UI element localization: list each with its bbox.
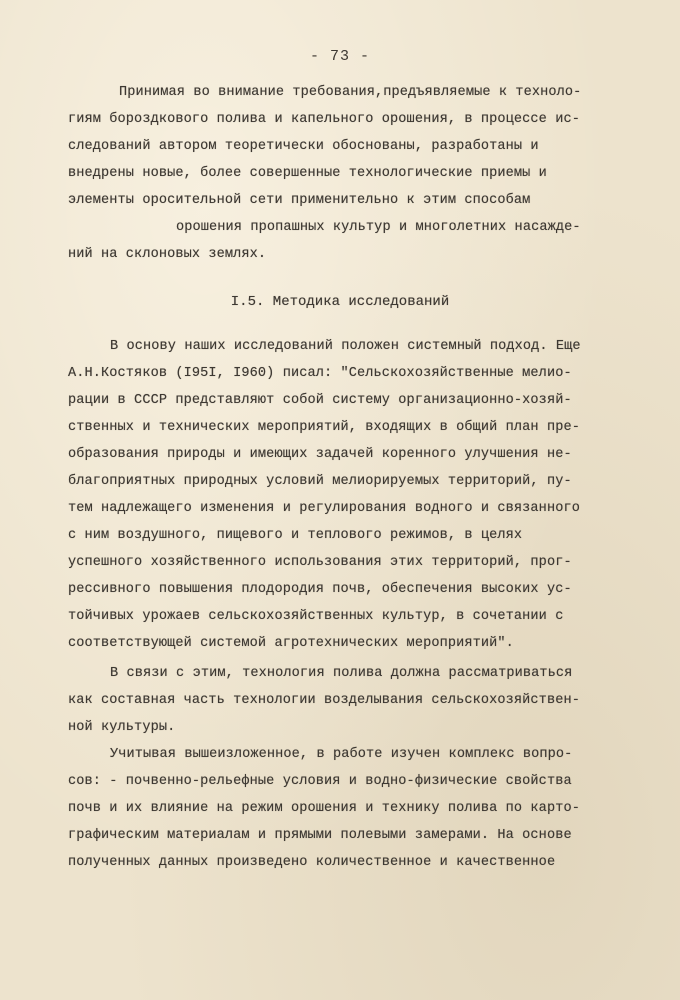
text-line: сов: - почвенно-рельефные условия и водно-физические свойства	[68, 774, 572, 789]
text-line: полученных данных произведено количественное и качественное	[68, 855, 556, 870]
text-line: элементы оросительной сети применительно к этим способам	[68, 193, 531, 208]
text-line: внедрены новые, более совершенные технологические приемы и	[68, 166, 547, 181]
text-line: соответствующей системой агротехнических мероприятий".	[68, 636, 514, 651]
text-line: успешного хозяйственного использования этих территорий, прог-	[68, 555, 572, 570]
text-line: А.Н.Костяков (I95I, I960) писал: "Сельскохозяйственные мелио-	[68, 366, 572, 381]
text-line: гиям бороздкового полива и капельного орошения, в процессе ис-	[68, 112, 580, 127]
text-line: рации в СССР представляют собой систему организационно-хозяй-	[68, 393, 572, 408]
text-line: Учитывая вышеизложенное, в работе изучен комплекс вопро-	[110, 747, 573, 762]
text-line: образования природы и имеющих задачей коренного улучшения не-	[68, 447, 572, 462]
text-line: ственных и технических мероприятий, входящих в общий план пре-	[68, 420, 580, 435]
text-line: тойчивых урожаев сельскохозяйственных культур, в сочетании с	[68, 609, 564, 624]
text-line: следований автором теоретически обоснованы, разработаны и	[68, 139, 539, 154]
text-line: рессивного повышения плодородия почв, обеспечения высоких ус-	[68, 582, 572, 597]
text-line: благоприятных природных условий мелиорируемых территорий, пу-	[68, 474, 572, 489]
text-line: Принимая во внимание требования,предъявляемые к техноло-	[119, 85, 582, 100]
text-line: ной культуры.	[68, 720, 176, 735]
text-line: почв и их влияние на режим орошения и технику полива по карто-	[68, 801, 580, 816]
text-line: тем надлежащего изменения и регулирования водного и связанного	[68, 501, 580, 516]
section-heading: I.5. Методика исследований	[230, 294, 450, 310]
text-line: как составная часть технологии возделывания сельскохозяйствен-	[68, 693, 580, 708]
text-line: орошения пропашных культур и многолетних насажде-	[176, 220, 581, 235]
text-line: В основу наших исследований положен системный подход. Еще	[110, 339, 581, 354]
text-line: ний на склоновых землях.	[68, 247, 267, 262]
text-line: с ним воздушного, пищевого и теплового режимов, в целях	[68, 528, 523, 543]
page-number: - 73 -	[309, 48, 370, 65]
text-line: графическим материалам и прямыми полевыми замерами. На основе	[68, 828, 572, 843]
text-line: В связи с этим, технология полива должна рассматриваться	[110, 666, 573, 681]
